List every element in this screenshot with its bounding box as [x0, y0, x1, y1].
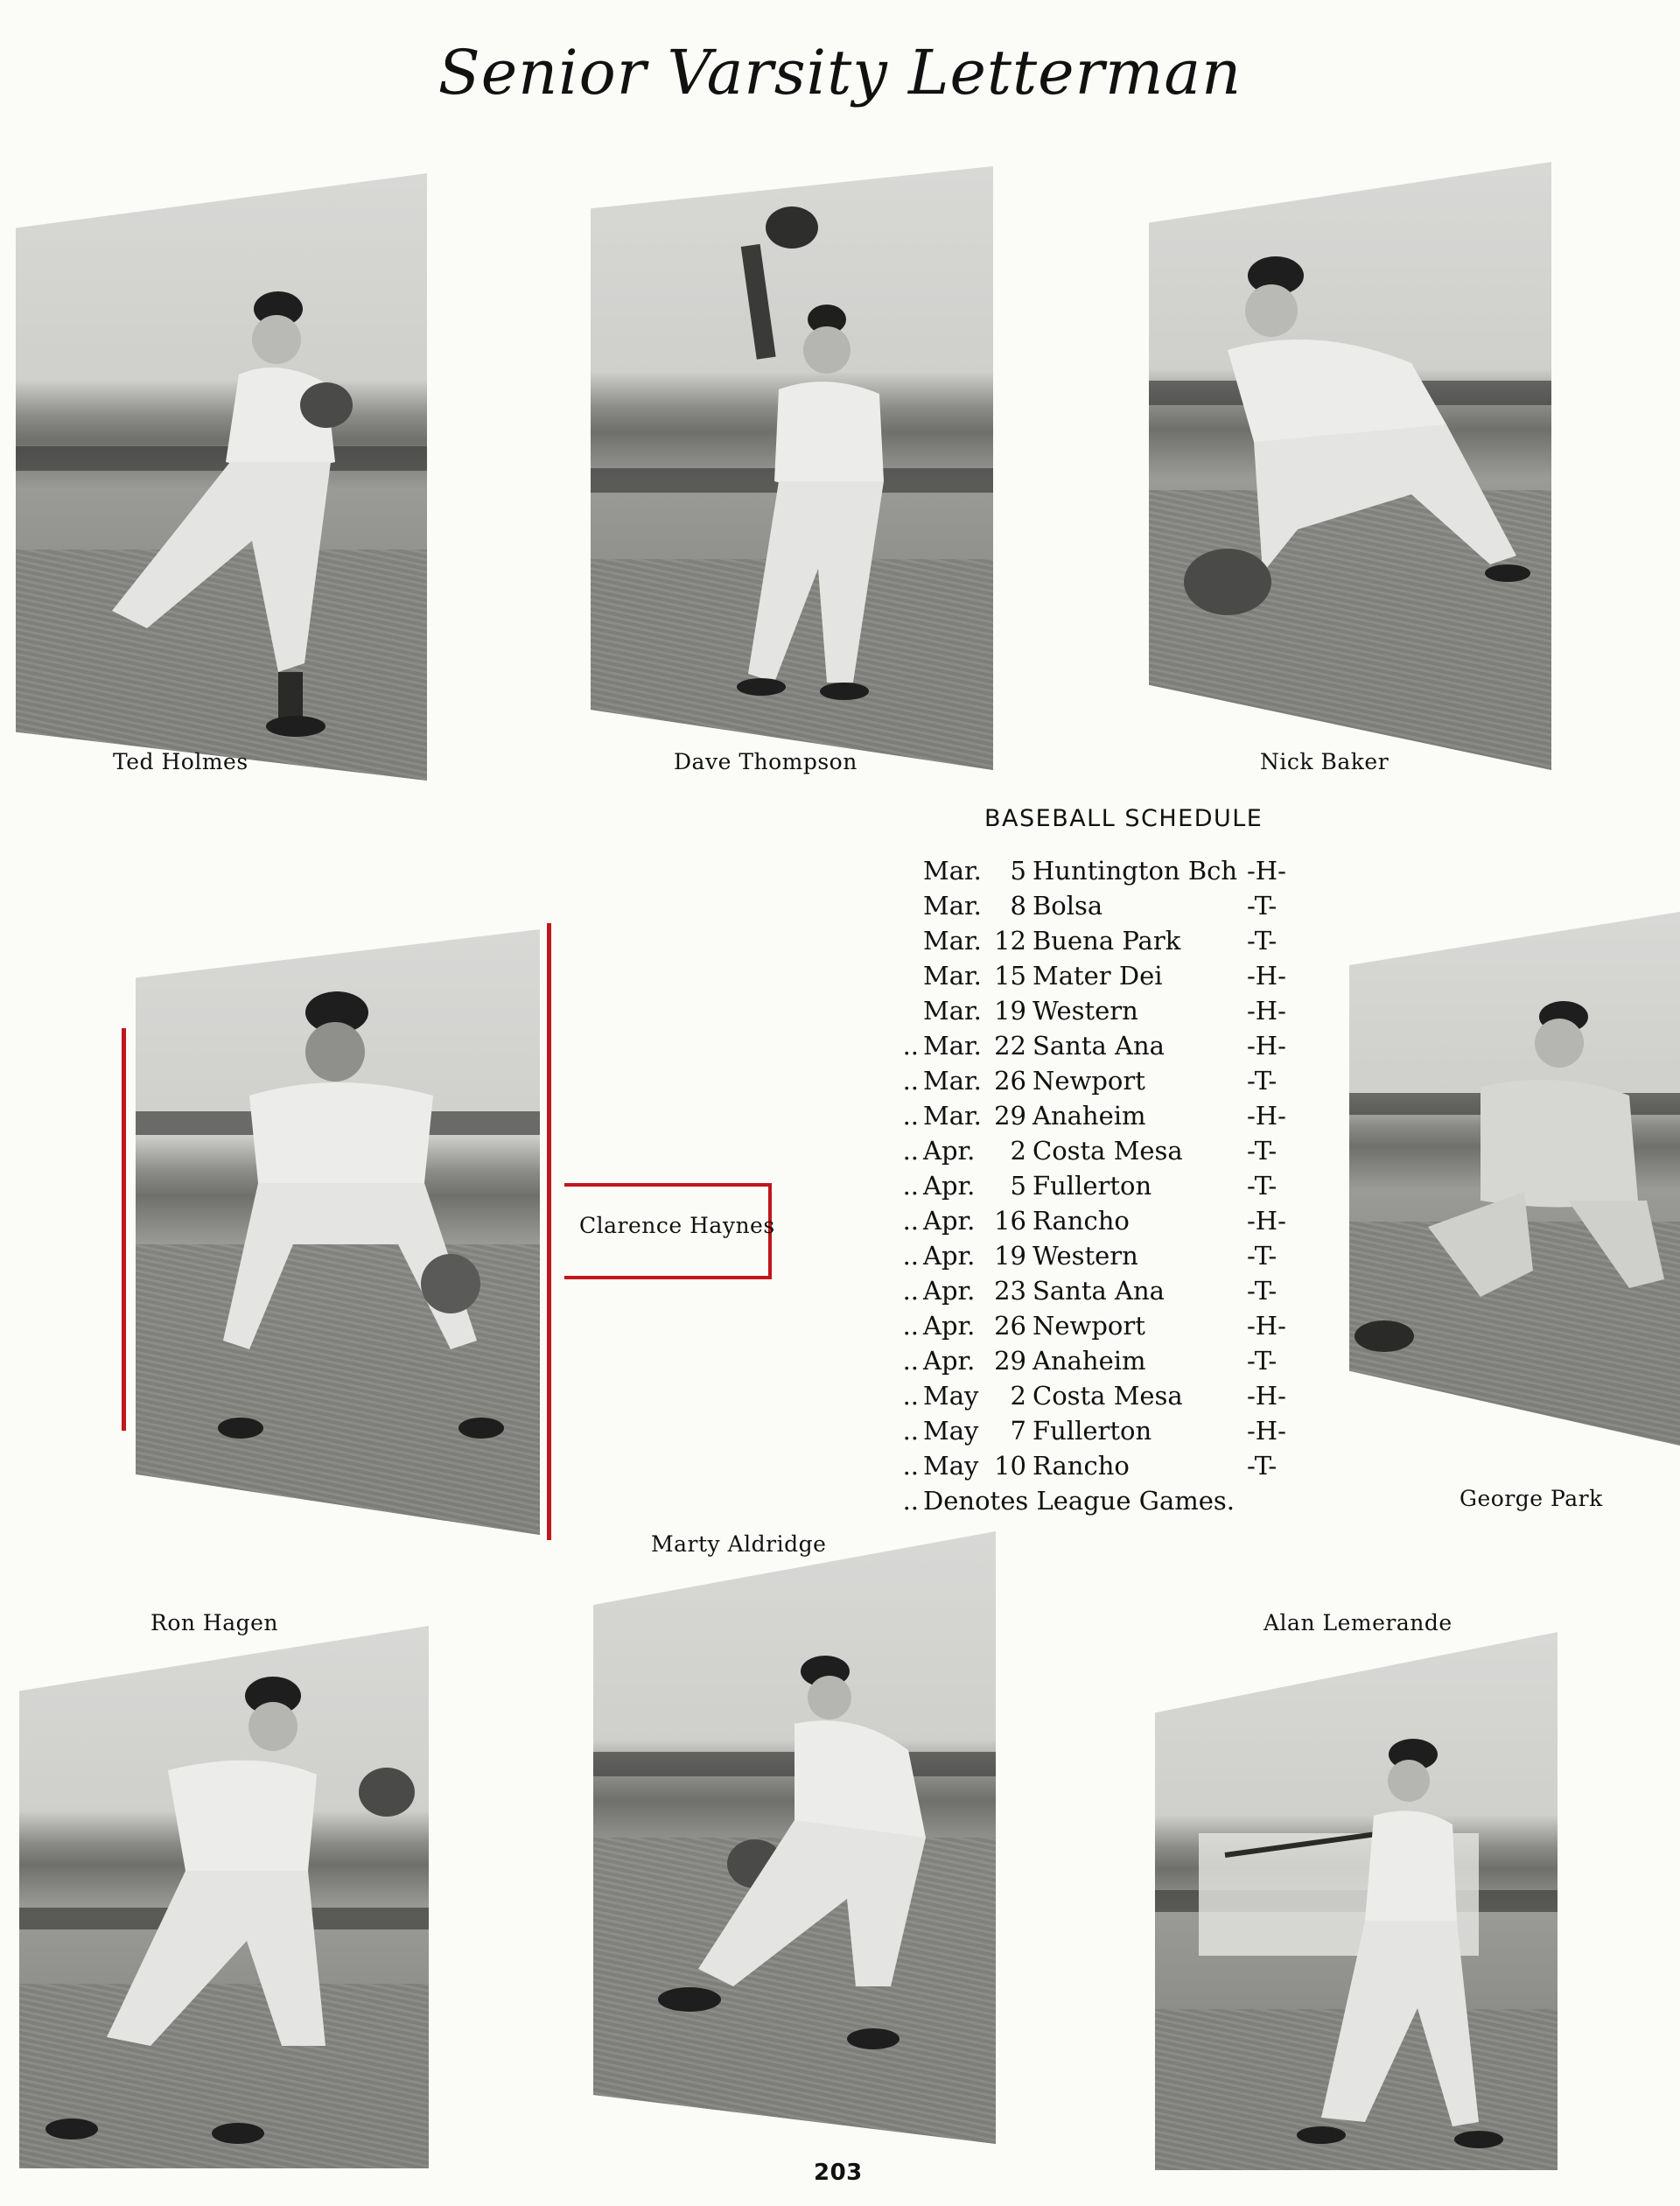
schedule-day: 29 — [994, 1101, 1026, 1131]
schedule-opponent: Santa Ana — [1032, 1031, 1165, 1061]
schedule-dots: .. — [902, 1276, 919, 1306]
schedule-site: -H- — [1247, 1416, 1286, 1446]
schedule-day: 26 — [994, 1311, 1026, 1341]
annotation-line-left — [122, 1028, 126, 1431]
schedule-opponent: Anaheim — [1032, 1346, 1146, 1376]
schedule-month: Apr. — [923, 1276, 976, 1306]
schedule-dots: .. — [902, 1451, 919, 1481]
schedule-month: Apr. — [923, 1346, 976, 1376]
schedule-month: May — [923, 1416, 979, 1446]
schedule-day: 10 — [994, 1451, 1026, 1481]
schedule-day: 2 — [1010, 1136, 1026, 1166]
caption-marty-aldridge: Marty Aldridge — [651, 1531, 827, 1557]
schedule-month: Mar. — [923, 996, 982, 1026]
schedule-day: 5 — [1010, 856, 1026, 886]
player-silhouette — [591, 166, 993, 770]
schedule-opponent: Costa Mesa — [1032, 1136, 1183, 1166]
annotation-box-top — [564, 1183, 772, 1187]
schedule-opponent: Western — [1032, 996, 1138, 1026]
caption-alan-lemerande: Alan Lemerande — [1264, 1610, 1452, 1635]
page-title: Senior Varsity Letterman — [438, 37, 1242, 109]
schedule-month: Denotes League Games. — [923, 1486, 1236, 1516]
schedule-site: -H- — [1247, 1101, 1286, 1131]
schedule-opponent: Fullerton — [1032, 1416, 1152, 1446]
schedule-month: Apr. — [923, 1311, 976, 1341]
schedule-month: Mar. — [923, 1031, 982, 1061]
schedule-opponent: Mater Dei — [1032, 961, 1163, 991]
schedule-site: -T- — [1247, 1066, 1278, 1096]
schedule-opponent: Fullerton — [1032, 1171, 1152, 1201]
schedule-dots: .. — [902, 1381, 919, 1411]
schedule-opponent: Western — [1032, 1241, 1138, 1271]
schedule-site: -H- — [1247, 1311, 1286, 1341]
schedule-dots: .. — [902, 1416, 919, 1446]
schedule-day: 19 — [994, 1241, 1026, 1271]
schedule-day: 23 — [994, 1276, 1026, 1306]
schedule-dots: .. — [902, 1031, 919, 1061]
schedule-dots: .. — [902, 1136, 919, 1166]
schedule-opponent: Huntington Bch — [1032, 856, 1238, 886]
annotation-box-bottom — [564, 1276, 772, 1279]
schedule-month: Mar. — [923, 1101, 982, 1131]
schedule-day: 5 — [1010, 1171, 1026, 1201]
schedule-opponent: Santa Ana — [1032, 1276, 1165, 1306]
schedule-site: -T- — [1247, 926, 1278, 956]
schedule-site: -H- — [1247, 856, 1286, 886]
schedule-month: Mar. — [923, 856, 982, 886]
schedule-site: -T- — [1247, 1451, 1278, 1481]
player-silhouette — [136, 929, 540, 1535]
schedule-dots: .. — [902, 1241, 919, 1271]
schedule-dots: .. — [902, 1486, 919, 1516]
schedule-month: Mar. — [923, 1066, 982, 1096]
schedule-site: -T- — [1247, 1346, 1278, 1376]
schedule-site: -H- — [1247, 1206, 1286, 1236]
caption-nick-baker: Nick Baker — [1260, 749, 1390, 774]
schedule-opponent: Rancho — [1032, 1206, 1130, 1236]
schedule-day: 8 — [1010, 891, 1026, 921]
schedule-site: -H- — [1247, 961, 1286, 991]
schedule-opponent: Buena Park — [1032, 926, 1181, 956]
schedule-dots: .. — [902, 1346, 919, 1376]
photo-george-park — [1349, 912, 1680, 1446]
schedule-month: May — [923, 1451, 979, 1481]
schedule-dots: .. — [902, 1066, 919, 1096]
schedule-day: 15 — [994, 961, 1026, 991]
photo-dave-thompson — [591, 166, 993, 770]
schedule-month: Mar. — [923, 926, 982, 956]
schedule-day: 2 — [1010, 1381, 1026, 1411]
schedule-month: Apr. — [923, 1206, 976, 1236]
schedule-dots: .. — [902, 1206, 919, 1236]
caption-george-park: George Park — [1460, 1486, 1603, 1511]
schedule-site: -T- — [1247, 1276, 1278, 1306]
photo-ted-holmes — [16, 173, 427, 781]
schedule-day: 26 — [994, 1066, 1026, 1096]
schedule-dots: .. — [902, 1101, 919, 1131]
schedule-site: -H- — [1247, 1381, 1286, 1411]
player-silhouette — [1149, 162, 1551, 770]
schedule-opponent: Newport — [1032, 1311, 1145, 1341]
schedule-month: Apr. — [923, 1136, 976, 1166]
schedule-dots: .. — [902, 1311, 919, 1341]
player-silhouette — [593, 1531, 996, 2144]
photo-alan-lemerande — [1155, 1632, 1558, 2170]
schedule-site: -T- — [1247, 1136, 1278, 1166]
player-silhouette — [1349, 912, 1680, 1446]
schedule-opponent: Rancho — [1032, 1451, 1130, 1481]
schedule-month: May — [923, 1381, 979, 1411]
photo-ron-hagen — [19, 1626, 429, 2168]
player-silhouette — [1155, 1632, 1558, 2170]
schedule-site: -H- — [1247, 1031, 1286, 1061]
schedule-day: 29 — [994, 1346, 1026, 1376]
photo-nick-baker — [1149, 162, 1551, 770]
photo-clarence-haynes — [136, 929, 540, 1535]
photo-marty-aldridge — [593, 1531, 996, 2144]
caption-clarence-haynes: Clarence Haynes — [579, 1213, 775, 1238]
schedule-site: -T- — [1247, 891, 1278, 921]
page-number: 203 — [814, 2160, 863, 2186]
schedule-month: Mar. — [923, 961, 982, 991]
annotation-line-right — [547, 923, 551, 1540]
schedule-month: Mar. — [923, 891, 982, 921]
schedule-site: -H- — [1247, 996, 1286, 1026]
schedule-opponent: Bolsa — [1032, 891, 1103, 921]
schedule-day: 7 — [1010, 1416, 1026, 1446]
schedule-title: BASEBALL SCHEDULE — [984, 805, 1264, 832]
schedule-day: 19 — [994, 996, 1026, 1026]
schedule-site: -T- — [1247, 1241, 1278, 1271]
player-silhouette — [19, 1626, 429, 2168]
caption-ron-hagen: Ron Hagen — [150, 1610, 279, 1635]
schedule-site: -T- — [1247, 1171, 1278, 1201]
schedule-opponent: Newport — [1032, 1066, 1145, 1096]
schedule-dots: .. — [902, 1171, 919, 1201]
schedule-day: 22 — [994, 1031, 1026, 1061]
schedule-month: Apr. — [923, 1241, 976, 1271]
schedule-opponent: Costa Mesa — [1032, 1381, 1183, 1411]
caption-ted-holmes: Ted Holmes — [113, 749, 248, 774]
caption-dave-thompson: Dave Thompson — [674, 749, 858, 774]
schedule-day: 16 — [994, 1206, 1026, 1236]
schedule-month: Apr. — [923, 1171, 976, 1201]
schedule-day: 12 — [994, 926, 1026, 956]
player-silhouette — [16, 173, 427, 781]
schedule-opponent: Anaheim — [1032, 1101, 1146, 1131]
